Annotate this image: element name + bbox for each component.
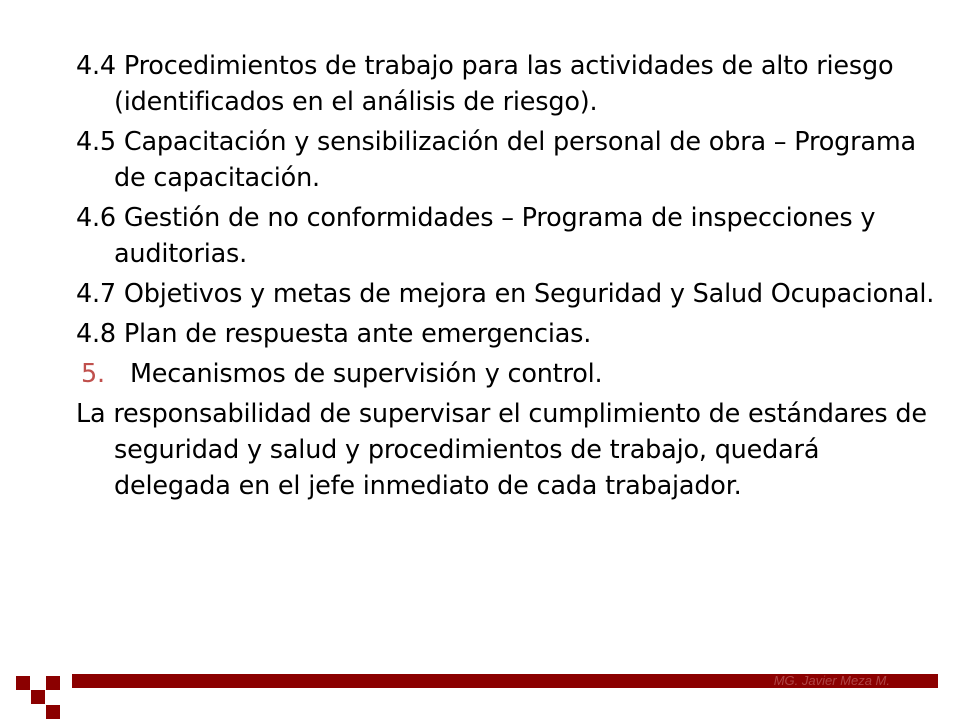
decor-square [16,676,30,690]
paragraph-4-8: 4.8 Plan de respuesta ante emergencias. [76,319,592,349]
decor-square [46,676,60,690]
numbered-item-5 [76,356,936,392]
paragraph-4-5: 4.5 Capacitación y sensibilización del personal de obra – Programa de capacitación. [76,127,916,193]
decor-square [31,690,45,704]
item-text: Mecanismos de supervisión y control. [130,359,603,389]
paragraph-4-4: 4.4 Procedimientos de trabajo para las actividades de alto riesgo (identificados en el análisis de riesgo). [76,51,894,117]
slide-content [76,48,936,508]
decor-square [46,705,60,719]
closing-paragraph: La responsabilidad de supervisar el cumplimiento de estándares de seguridad y salud y procedimientos de trabajo, quedará delegada en el jefe inmediato de cada trabajador. [76,399,927,501]
footer-author: MG. Javier Meza M. [773,673,890,688]
paragraph-4-6: 4.6 Gestión de no conformidades – Programa de inspecciones y auditorias. [76,203,876,269]
item-number: 5. [81,359,105,389]
paragraph-4-7: 4.7 Objetivos y metas de mejora en Seguridad y Salud Ocupacional. [76,279,935,309]
